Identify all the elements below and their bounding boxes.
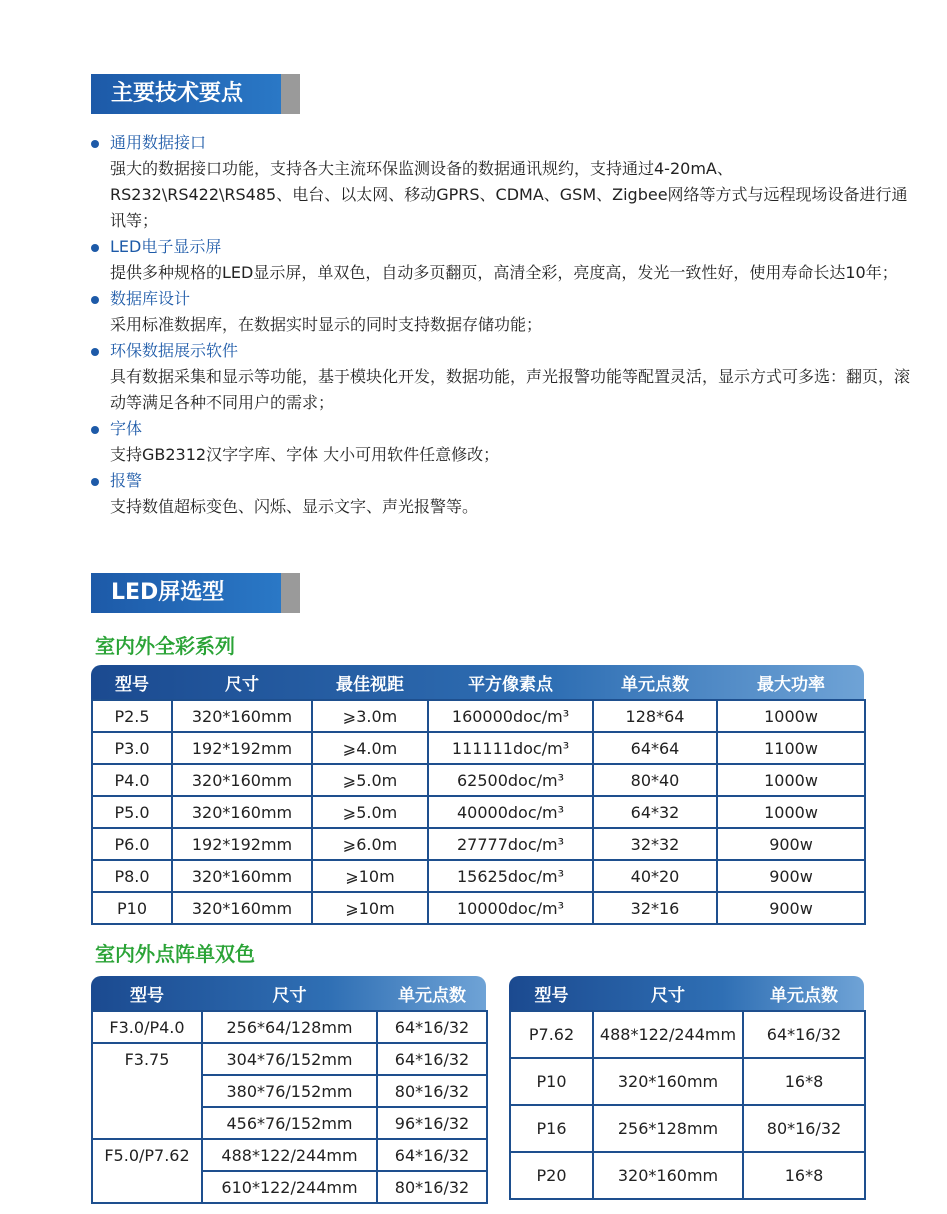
distance-cell: ⩾5.0m <box>312 796 428 828</box>
table-row <box>92 796 865 828</box>
unit-cell: 64*32 <box>593 796 717 828</box>
model-cell: P2.5 <box>92 700 172 732</box>
table-header-row <box>92 665 865 700</box>
size-cell: 488*122/244mm <box>593 1011 743 1058</box>
size-cell: 320*160mm <box>172 796 312 828</box>
distance-cell: ⩾10m <box>312 892 428 924</box>
pixel-cell: 62500doc/m³ <box>428 764 593 796</box>
section-title: 主要技术要点 <box>111 81 244 106</box>
col-header-power: 最大功率 <box>757 674 825 695</box>
feature-title: 报警 <box>110 471 143 490</box>
power-cell: 1000w <box>717 796 865 828</box>
unit-cell: 64*16/32 <box>377 1043 487 1075</box>
feature-title: LED电子显示屏 <box>110 237 222 256</box>
unit-cell: 64*16/32 <box>743 1011 865 1058</box>
table-row <box>510 1152 865 1199</box>
distance-cell: ⩾3.0m <box>312 700 428 732</box>
bullet-icon <box>91 296 99 304</box>
bullet-icon <box>91 478 99 486</box>
feature-list <box>91 130 911 520</box>
unit-cell: 96*16/32 <box>377 1107 487 1139</box>
bullet-icon <box>91 426 99 434</box>
table-header-row <box>510 976 865 1011</box>
model-cell: P16 <box>510 1105 593 1152</box>
size-cell: 192*192mm <box>172 732 312 764</box>
unit-cell: 128*64 <box>593 700 717 732</box>
section-header-accent <box>281 573 300 613</box>
bullet-icon <box>91 140 99 148</box>
distance-cell: ⩾6.0m <box>312 828 428 860</box>
size-cell: 320*160mm <box>172 860 312 892</box>
feature-title: 环保数据展示软件 <box>110 341 239 360</box>
unit-cell: 64*16/32 <box>377 1139 487 1171</box>
unit-cell: 64*16/32 <box>377 1011 487 1043</box>
feature-item <box>91 338 911 416</box>
col-header-model: 型号 <box>115 674 149 695</box>
feature-desc: 强大的数据接口功能，支持各大主流环保监测设备的数据通讯规约，支持通过4-20mA、RS232\RS422\RS485、电台、以太网、移动GPRS、CDMA、GSM、Zigbee网络等方式与远程现场设备进行通讯等； <box>110 159 908 230</box>
unit-cell: 80*16/32 <box>377 1075 487 1107</box>
feature-item <box>91 468 911 520</box>
model-cell: P3.0 <box>92 732 172 764</box>
col-header-pixel: 平方像素点 <box>468 674 553 695</box>
unit-cell: 80*16/32 <box>377 1171 487 1203</box>
unit-cell: 80*40 <box>593 764 717 796</box>
model-cell: P5.0 <box>92 796 172 828</box>
size-cell: 256*64/128mm <box>202 1011 377 1043</box>
model-cell: P8.0 <box>92 860 172 892</box>
pixel-cell: 10000doc/m³ <box>428 892 593 924</box>
section-header-led <box>91 573 300 613</box>
size-cell: 320*160mm <box>172 764 312 796</box>
table-row <box>92 892 865 924</box>
feature-item <box>91 416 911 468</box>
power-cell: 900w <box>717 892 865 924</box>
model-cell: P20 <box>510 1152 593 1199</box>
unit-cell: 16*8 <box>743 1152 865 1199</box>
model-cell: P10 <box>92 892 172 924</box>
power-cell: 1100w <box>717 732 865 764</box>
model-cell: P4.0 <box>92 764 172 796</box>
pixel-cell: 27777doc/m³ <box>428 828 593 860</box>
col-header-size: 尺寸 <box>225 674 259 695</box>
feature-desc: 支持GB2312汉字字库、字体 大小可用软件任意修改； <box>110 445 500 464</box>
dotmatrix-title: 室内外点阵单双色 <box>95 942 255 966</box>
bullet-icon <box>91 348 99 356</box>
size-cell: 320*160mm <box>172 700 312 732</box>
table-row <box>510 1105 865 1152</box>
col-header-unit: 单元点数 <box>621 674 689 695</box>
distance-cell: ⩾10m <box>312 860 428 892</box>
feature-desc: 采用标准数据库，在数据实时显示的同时支持数据存储功能； <box>110 315 543 334</box>
table-row <box>510 1058 865 1105</box>
col-header-size: 尺寸 <box>651 985 685 1006</box>
model-cell: F3.75 <box>92 1043 202 1139</box>
table-row <box>92 1139 487 1171</box>
table-header-row <box>92 976 487 1011</box>
dotmatrix-right-table <box>509 976 866 1200</box>
col-header-model: 型号 <box>534 985 569 1006</box>
feature-item <box>91 130 911 234</box>
table-row <box>92 1011 487 1043</box>
section-title: LED屏选型 <box>111 580 225 605</box>
size-cell: 320*160mm <box>593 1152 743 1199</box>
table-row <box>92 860 865 892</box>
model-cell: P7.62 <box>510 1011 593 1058</box>
feature-desc: 提供多种规格的LED显示屏，单双色，自动多页翻页，高清全彩，亮度高，发光一致性好，使用寿命长达10年； <box>110 263 898 282</box>
size-cell: 456*76/152mm <box>202 1107 377 1139</box>
pixel-cell: 111111doc/m³ <box>428 732 593 764</box>
col-header-unit: 单元点数 <box>398 985 466 1006</box>
col-header-distance: 最佳视距 <box>336 674 404 695</box>
model-cell: F5.0/P7.62 <box>92 1139 202 1203</box>
distance-cell: ⩾5.0m <box>312 764 428 796</box>
table-row <box>510 1011 865 1058</box>
power-cell: 900w <box>717 860 865 892</box>
size-cell: 256*128mm <box>593 1105 743 1152</box>
size-cell: 320*160mm <box>172 892 312 924</box>
size-cell: 380*76/152mm <box>202 1075 377 1107</box>
unit-cell: 64*64 <box>593 732 717 764</box>
fullcolor-body <box>92 700 865 924</box>
pixel-cell: 40000doc/m³ <box>428 796 593 828</box>
size-cell: 192*192mm <box>172 828 312 860</box>
col-header-unit: 单元点数 <box>770 985 838 1006</box>
section-header-tech <box>91 74 300 114</box>
feature-title: 通用数据接口 <box>110 133 207 152</box>
size-cell: 488*122/244mm <box>202 1139 377 1171</box>
unit-cell: 32*16 <box>593 892 717 924</box>
fullcolor-title: 室内外全彩系列 <box>95 634 235 658</box>
pixel-cell: 15625doc/m³ <box>428 860 593 892</box>
table-row <box>92 700 865 732</box>
feature-item <box>91 286 911 338</box>
unit-cell: 80*16/32 <box>743 1105 865 1152</box>
table-row <box>92 764 865 796</box>
size-cell: 304*76/152mm <box>202 1043 377 1075</box>
pixel-cell: 160000doc/m³ <box>428 700 593 732</box>
feature-item <box>91 234 911 286</box>
feature-desc: 支持数值超标变色、闪烁、显示文字、声光报警等。 <box>110 497 479 516</box>
table-row <box>92 732 865 764</box>
power-cell: 900w <box>717 828 865 860</box>
col-header-model: 型号 <box>130 985 164 1006</box>
col-header-size: 尺寸 <box>272 985 307 1006</box>
dotmatrix-left-table <box>91 976 488 1204</box>
model-cell: P6.0 <box>92 828 172 860</box>
unit-cell: 32*32 <box>593 828 717 860</box>
model-cell: P10 <box>510 1058 593 1105</box>
feature-title: 数据库设计 <box>110 289 191 308</box>
feature-title: 字体 <box>110 419 143 438</box>
unit-cell: 16*8 <box>743 1058 865 1105</box>
section-header-accent <box>281 74 300 114</box>
unit-cell: 40*20 <box>593 860 717 892</box>
power-cell: 1000w <box>717 764 865 796</box>
distance-cell: ⩾4.0m <box>312 732 428 764</box>
bullet-icon <box>91 244 99 252</box>
power-cell: 1000w <box>717 700 865 732</box>
size-cell: 320*160mm <box>593 1058 743 1105</box>
size-cell: 610*122/244mm <box>202 1171 377 1203</box>
feature-desc: 具有数据采集和显示等功能，基于模块化开发，数据功能，声光报警功能等配置灵活，显示方式可多选：翻页，滚动等满足各种不同用户的需求； <box>110 367 911 412</box>
table-row <box>92 1043 487 1075</box>
fullcolor-table <box>91 665 866 925</box>
table-row <box>92 828 865 860</box>
model-cell: F3.0/P4.0 <box>92 1011 202 1043</box>
